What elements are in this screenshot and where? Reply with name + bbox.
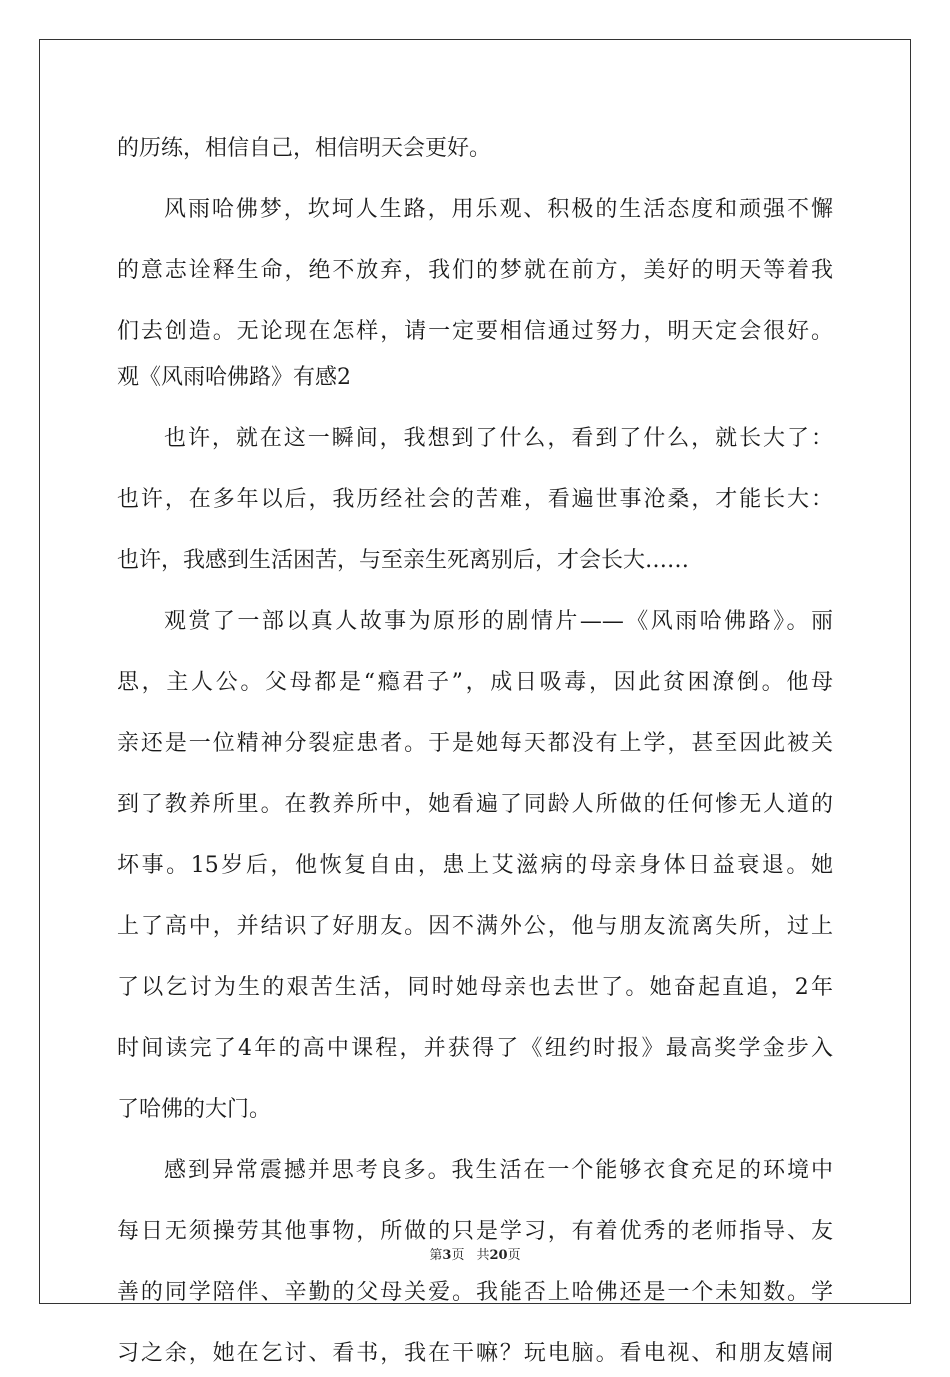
total-pages: 20 — [489, 1248, 508, 1263]
text-line: 上了高中，并结识了好朋友。因不满外公，他与朋友流离失所，过上 — [117, 914, 833, 939]
text-line: 也许，在多年以后，我历经社会的苦难，看遍世事沧桑，才能长大： — [117, 487, 833, 512]
text-line: 时间读完了4年的高中课程，并获得了《纽约时报》最高奖学金步入 — [117, 1036, 833, 1061]
text-line: 每日无须操劳其他事物，所做的只是学习，有着优秀的老师指导、友 — [117, 1219, 833, 1244]
paragraph — [117, 126, 833, 172]
page-footer — [0, 1246, 950, 1266]
text-line: 的历练，相信自己，相信明天会更好。 — [117, 136, 492, 161]
document-body — [117, 126, 833, 1377]
paragraph — [117, 416, 833, 584]
text-line: 了哈佛的大门。 — [117, 1097, 272, 1122]
text-line: 观赏了一部以真人故事为原形的剧情片——《风雨哈佛路》。丽 — [164, 609, 833, 634]
total-suffix: 页 — [507, 1248, 521, 1263]
total-prefix: 共 — [476, 1248, 490, 1263]
text-line: 了以乞讨为生的艰苦生活，同时她母亲也去世了。她奋起直追，2年 — [117, 975, 833, 1000]
text-line: 习之余，她在乞讨、看书，我在干嘛？玩电脑。看电视、和朋友嬉闹 — [117, 1341, 833, 1366]
text-line: 感到异常震撼并思考良多。我生活在一个能够衣食充足的环境中 — [164, 1158, 833, 1183]
heading-line: 观《风雨哈佛路》有感2 — [117, 365, 351, 390]
page-prefix: 第 — [429, 1248, 443, 1263]
section-heading — [117, 355, 833, 401]
text-line: 风雨哈佛梦，坎坷人生路，用乐观、积极的生活态度和顽强不懈 — [164, 197, 833, 222]
paragraph — [117, 187, 833, 355]
text-line: 善的同学陪伴、辛勤的父母关爱。我能否上哈佛还是一个未知数。学 — [117, 1280, 833, 1305]
text-line: 到了教养所里。在教养所中，她看遍了同龄人所做的任何惨无人道的 — [117, 792, 833, 817]
text-line: 思，主人公。父母都是“瘾君子”，成日吸毒，因此贫困潦倒。他母 — [117, 670, 833, 695]
text-line: 的意志诠释生命，绝不放弃，我们的梦就在前方，美好的明天等着我 — [117, 258, 833, 283]
text-line: 亲还是一位精神分裂症患者。于是她每天都没有上学，甚至因此被关 — [117, 731, 833, 756]
text-line: 也许，我感到生活困苦，与至亲生死离别后，才会长大…… — [117, 548, 690, 573]
text-line: 坏事。15岁后，他恢复自由，患上艾滋病的母亲身体日益衰退。她 — [117, 853, 833, 878]
page-suffix: 页 — [451, 1248, 465, 1263]
page-number: 3 — [442, 1248, 452, 1263]
text-line: 也许，就在这一瞬间，我想到了什么，看到了什么，就长大了： — [164, 426, 833, 451]
text-line: 们去创造。无论现在怎样，请一定要相信通过努力，明天定会很好。 — [117, 319, 833, 344]
paragraph — [117, 599, 833, 1133]
